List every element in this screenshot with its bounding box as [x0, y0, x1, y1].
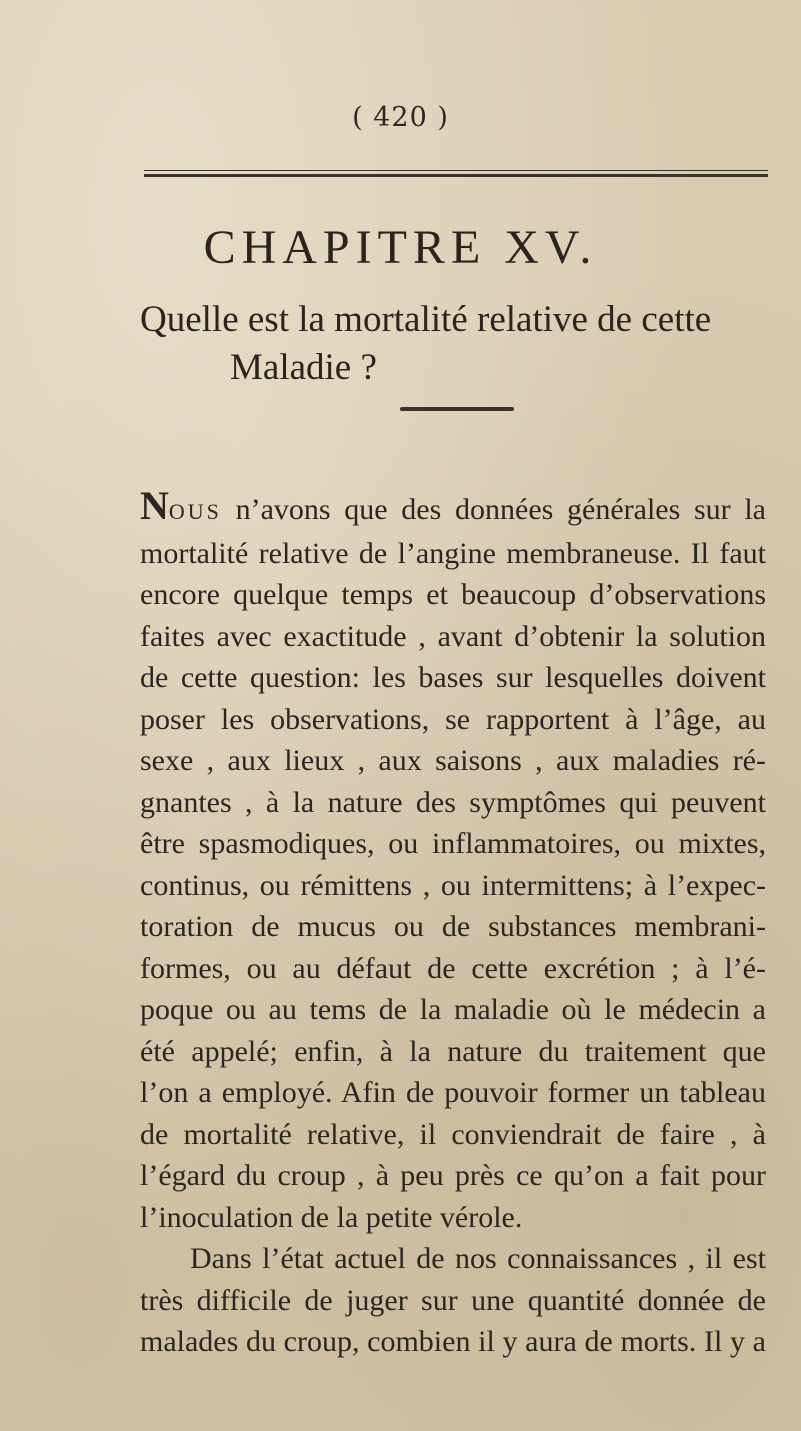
paragraph-2 — [140, 1238, 766, 1363]
drop-cap: N — [140, 483, 169, 528]
body-text — [140, 485, 766, 1363]
text-line: de mortalité relative, il conviendrait de faire , à — [140, 1117, 766, 1151]
text-line: de cette question: les bases sur lesquelles doivent — [140, 661, 766, 694]
small-caps-word: OUS — [168, 499, 222, 524]
text-line: été appelé; enfin, à la nature du traitement que — [140, 1034, 766, 1068]
text-line: l’inoculation de la petite vérole. — [140, 1200, 523, 1234]
page-number: ( 420 ) — [352, 102, 449, 133]
chapter-title: CHAPITRE XV. — [203, 221, 598, 274]
header-double-rule — [144, 170, 768, 178]
text-line: Dans l’état actuel de nos connaissances , il est — [190, 1242, 766, 1275]
text-line: l’on a employé. Afin de pouvoir former un tableau — [140, 1076, 766, 1109]
text-line: sexe , aux lieux , aux saisons , aux maladies ré- — [140, 744, 766, 777]
paragraph-1 — [140, 485, 766, 1238]
text-line: poque ou au tems de la maladie où le médecin a — [140, 993, 766, 1026]
text-line: gnantes , à la nature des symptômes qui peuvent — [140, 785, 766, 819]
question-line-2: Maladie ? — [230, 347, 377, 388]
question-line-1: Quelle est la mortalité relative de cette — [140, 299, 712, 340]
text-line: très difficile de juger sur une quantité donnée de — [140, 1283, 766, 1317]
text-line: encore quelque temps et beaucoup d’observations — [140, 578, 766, 611]
header-rule-thick — [144, 174, 768, 177]
text-line: faites avec exactitude , avant d’obtenir la solution — [140, 619, 766, 653]
text-line-content: n’avons que des données générales sur la — [221, 493, 766, 526]
text-line: mortalité relative de l’angine membraneuse. Il faut — [140, 536, 766, 570]
text-line: poser les observations, se rapportent à l’âge, au — [140, 702, 766, 736]
text-line: être spasmodiques, ou inflammatoires, ou mixtes, — [140, 827, 766, 860]
text-line: toration de mucus ou de substances membrani- — [140, 910, 766, 943]
text-line: malades du croup, combien il y aura de morts. Il y a — [140, 1325, 766, 1358]
text-line: formes, ou au défaut de cette excrétion ; à l’é- — [140, 951, 766, 985]
text-line — [140, 485, 766, 533]
text-line: continus, ou rémittens , ou intermittens; à l’expec- — [140, 868, 766, 902]
ornament-rule — [400, 407, 514, 411]
header-rule-thin — [144, 170, 768, 171]
text-line: l’égard du croup , à peu près ce qu’on a fait pour — [140, 1159, 766, 1192]
chapter-question — [140, 296, 780, 392]
